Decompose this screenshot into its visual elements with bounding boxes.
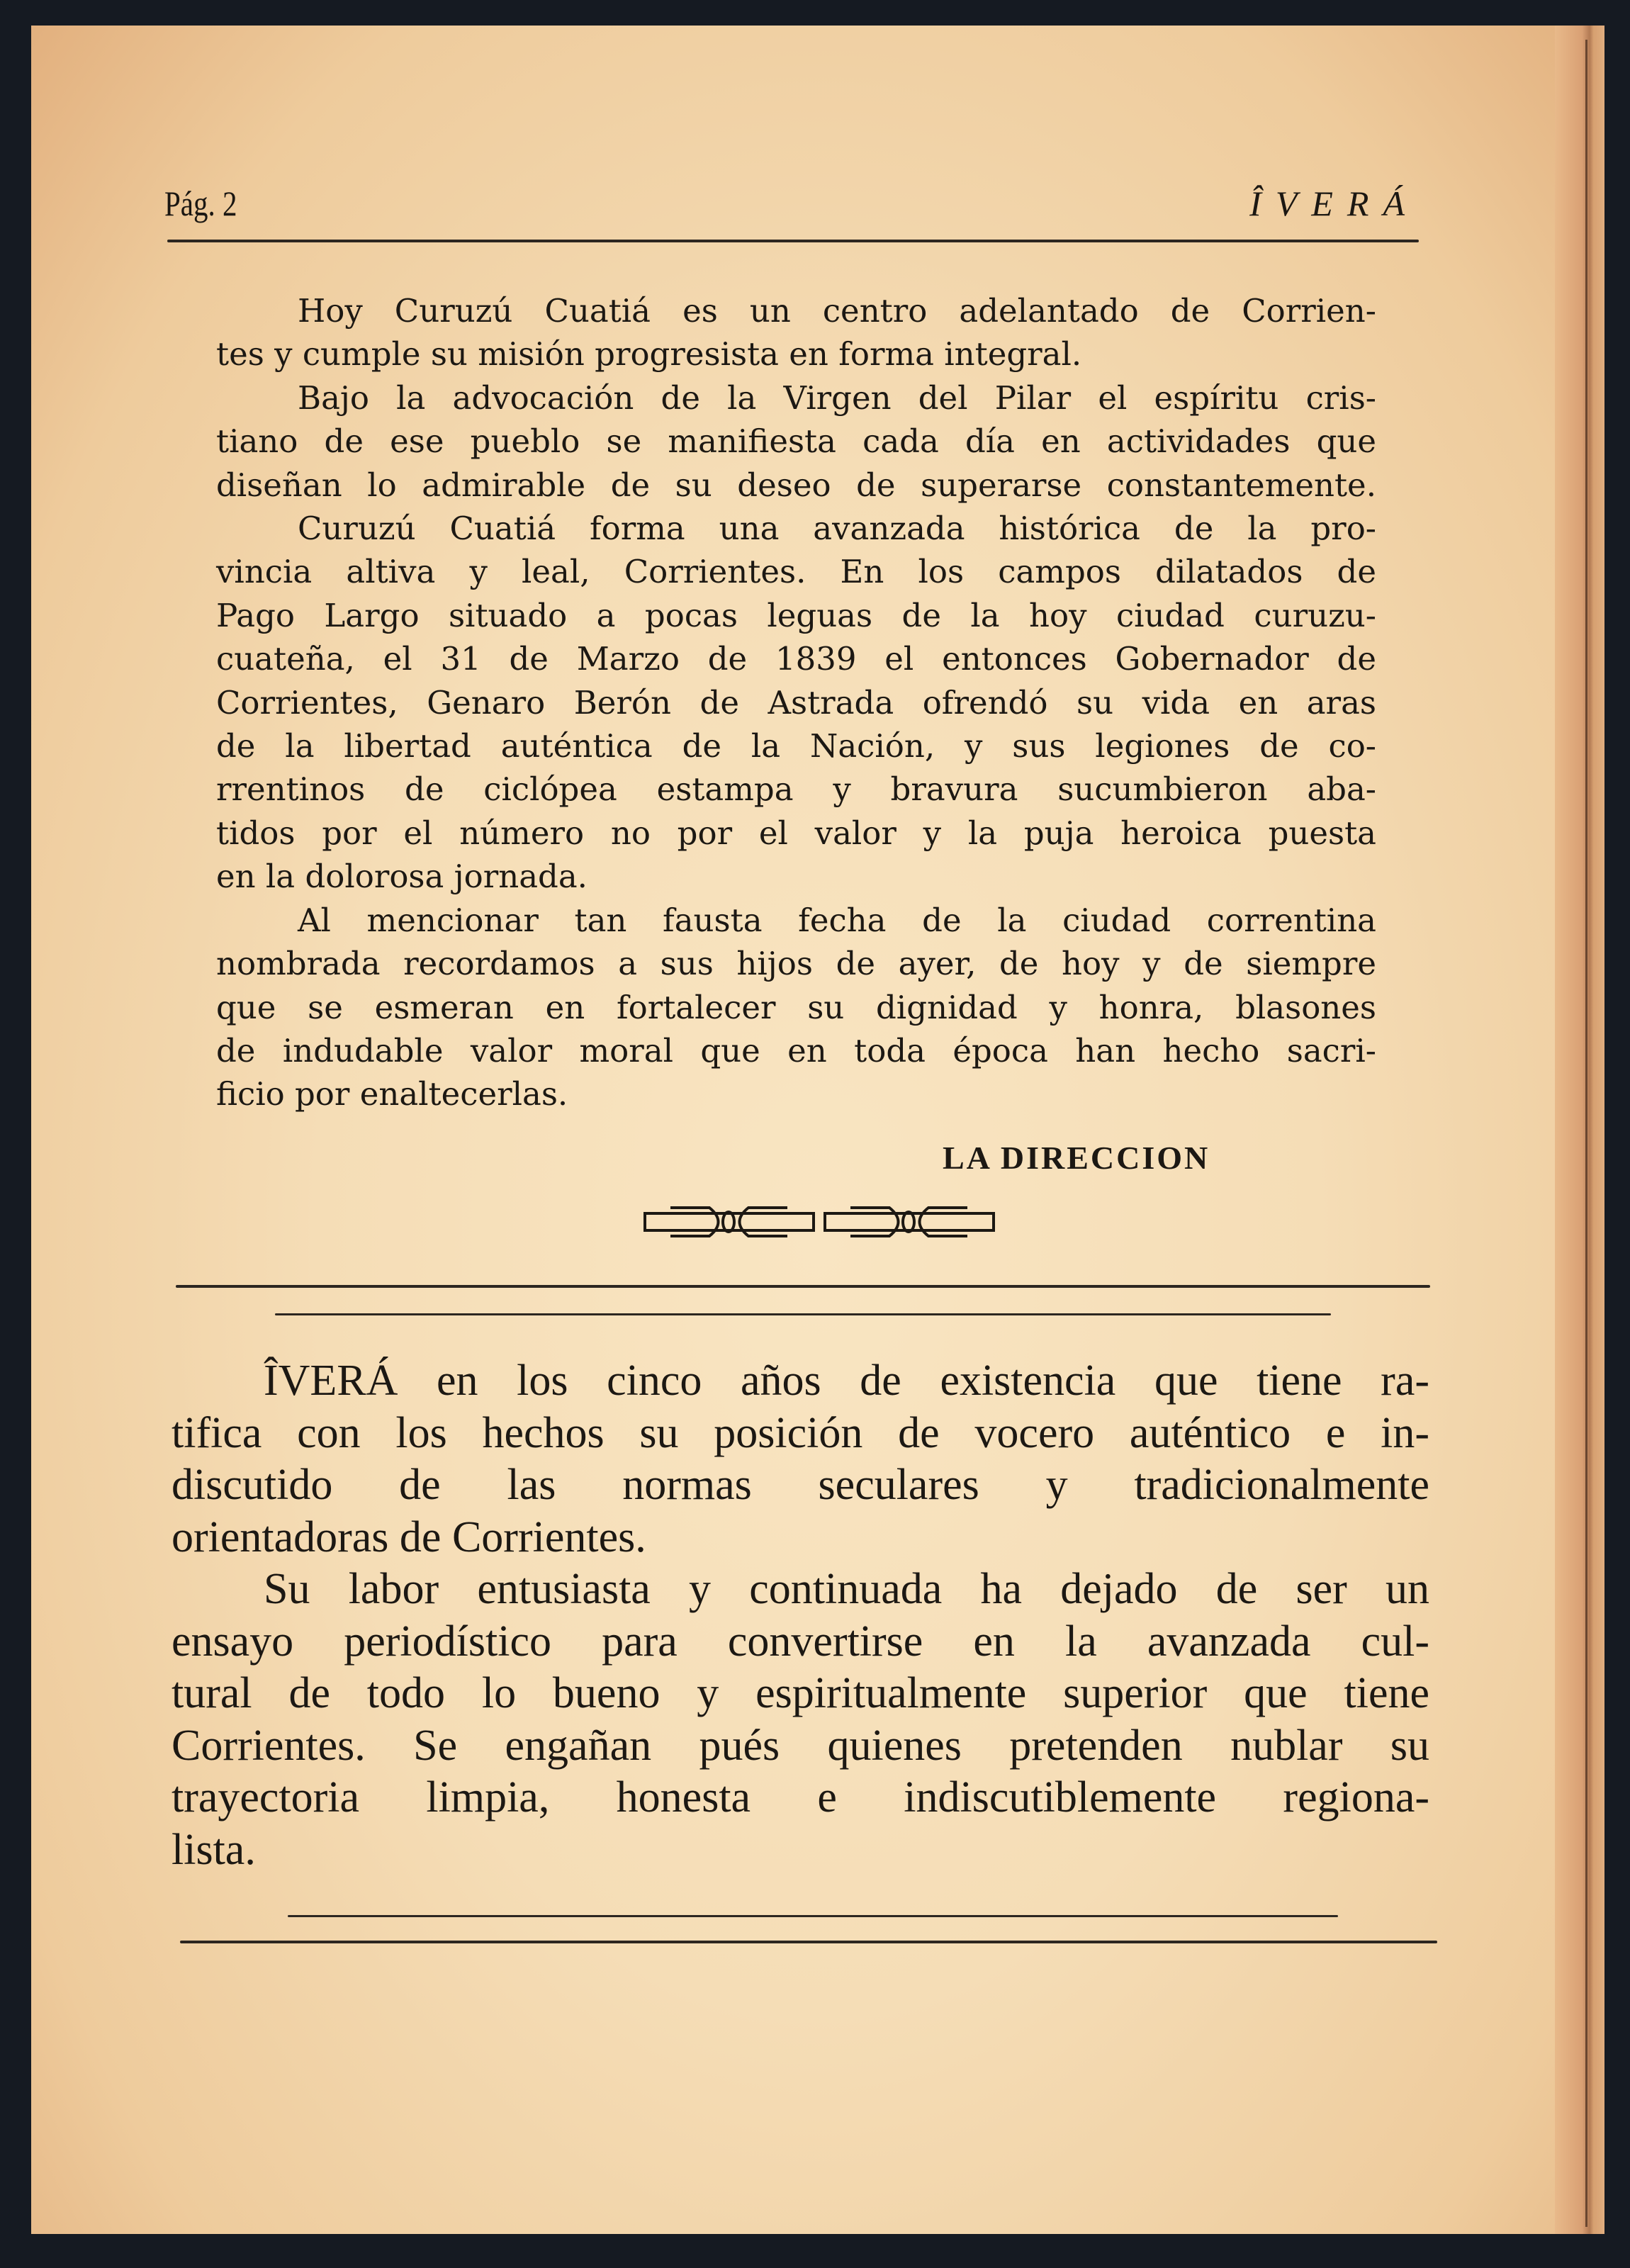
text-line: Bajo la advocación de la Virgen del Pilar el espíritu cris- — [298, 378, 1376, 417]
text-line: cuateña, el 31 de Marzo de 1839 el entonces Gobernador de — [216, 640, 1376, 678]
text-line: de la libertad auténtica de la Nación, y sus legiones de co- — [216, 727, 1376, 765]
page-number: Pág. 2 — [164, 184, 237, 223]
text-line: ensayo periodístico para convertirse en la avanzada cul- — [172, 1617, 1429, 1666]
text-line: tiano de ese pueblo se manifiesta cada día en actividades que — [216, 422, 1376, 461]
page-edge-shadow — [1555, 26, 1604, 2234]
text-line: que se esmeran en fortalecer su dignidad y honra, blasones — [216, 988, 1376, 1026]
notice-text — [172, 1355, 1429, 1876]
section-rule-inner — [275, 1313, 1331, 1315]
text-line: de indudable valor moral que en toda época han hecho sacri- — [216, 1031, 1376, 1070]
text-line: discutido de las normas seculares y tradicionalmente — [172, 1461, 1429, 1509]
text-line: tes y cumple su misión progresista en forma integral. — [216, 335, 1082, 374]
text-line: Hoy Curuzú Cuatiá es un centro adelantado de Corrien- — [298, 292, 1376, 330]
section-rule-top — [176, 1285, 1430, 1288]
text-line: tidos por el número no por el valor y la puja heroica puesta — [216, 814, 1376, 852]
ornament-right — [825, 1208, 994, 1236]
magazine-title: ÎVERÁ — [1249, 184, 1419, 223]
editorial-signature: LA DIRECCION — [943, 1140, 1210, 1176]
page-header — [164, 183, 1419, 232]
text-line: Pago Largo situado a pocas leguas de la hoy ciudad curuzu- — [216, 596, 1376, 634]
text-line: Al mencionar tan fausta fecha de la ciudad correntina — [298, 901, 1376, 939]
text-line: trayectoria limpia, honesta e indiscutiblemente regiona- — [172, 1773, 1429, 1821]
text-line: Curuzú Cuatiá forma una avanzada histórica de la pro- — [298, 510, 1376, 548]
header-rule — [167, 240, 1419, 242]
text-line: Su labor entusiasta y continuada ha dejado de ser un — [264, 1565, 1429, 1613]
section-rule-bottom-inner — [288, 1915, 1338, 1917]
ornament-left — [645, 1208, 814, 1236]
book-spine-fold — [1585, 40, 1587, 2227]
text-line: ficio por enaltecerlas. — [216, 1075, 568, 1113]
text-line: lista. — [172, 1825, 256, 1874]
text-line: tural de todo lo bueno y espiritualmente superior que tiene — [172, 1669, 1429, 1717]
section-rule-bottom — [180, 1941, 1437, 1943]
text-line: vincia altiva y leal, Corrientes. En los campos dilatados de — [216, 553, 1376, 591]
text-line: en la dolorosa jornada. — [216, 858, 588, 896]
text-line: Corrientes, Genaro Berón de Astrada ofrendó su vida en aras — [216, 683, 1376, 722]
text-line: nombrada recordamos a sus hijos de ayer, de hoy y de siempre — [216, 945, 1376, 983]
text-line: orientadoras de Corrientes. — [172, 1512, 646, 1561]
text-line: rrentinos de ciclópea estampa y bravura sucumbieron aba- — [216, 770, 1376, 809]
text-line: Corrientes. Se engañan pués quienes pretenden nublar su — [172, 1721, 1429, 1770]
ornament-icon — [642, 1203, 996, 1240]
text-line: ÎVERÁ en los cinco años de existencia que tiene ra- — [264, 1357, 1429, 1405]
editorial-text — [216, 289, 1376, 1116]
text-line: diseñan lo admirable de su deseo de superarse constantemente. — [216, 466, 1376, 504]
text-line: tifica con los hechos su posición de vocero auténtico e in- — [172, 1408, 1429, 1457]
